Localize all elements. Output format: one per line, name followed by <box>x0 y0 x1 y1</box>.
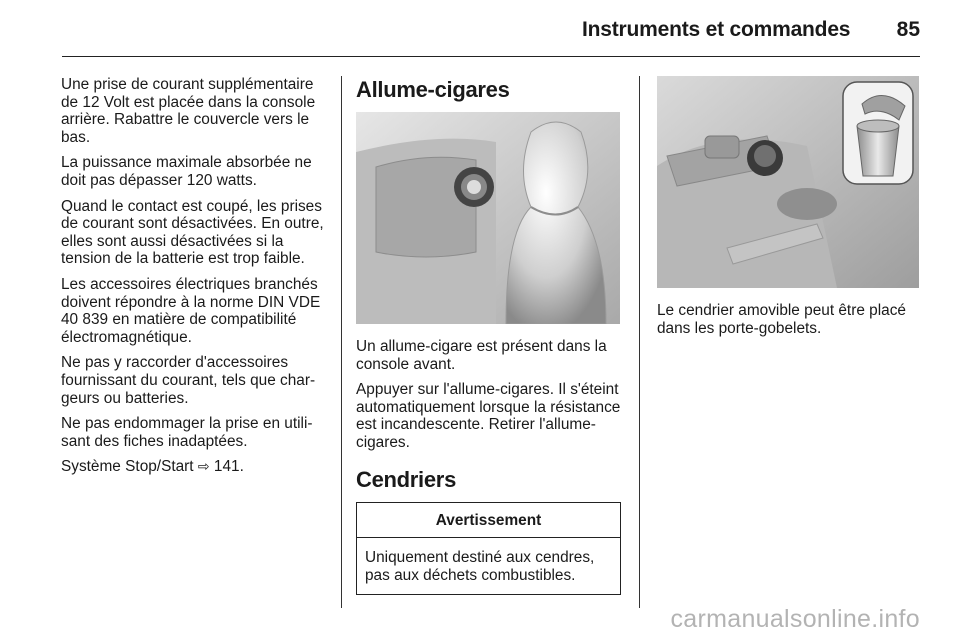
page-header <box>62 18 920 58</box>
cross-reference[interactable] <box>61 458 325 476</box>
heading-ashtrays: Cendriers <box>356 466 457 492</box>
page-number: 85 <box>896 18 920 41</box>
ref-page: 141. <box>213 458 244 476</box>
ashtray-illustration <box>657 76 919 288</box>
section-title: Instruments et commandes <box>582 18 851 41</box>
column-right <box>657 76 919 345</box>
paragraph: Une prise de courant supplémentaire de 12 Volt est placée dans la console arrière. Rabattre le couvercle vers le bas. <box>61 76 316 146</box>
paragraph: Ne pas endommager la prise en utilisant des fiches inadaptées. <box>61 415 313 450</box>
paragraph: Les accessoires électriques branchés doivent répondre à la norme DIN VDE 40 839 en matière de compatibilité électromagnétique. <box>61 275 321 346</box>
column-left <box>61 76 325 484</box>
paragraph: Ne pas y raccorder d'accessoires fournissant du courant, tels que chargeurs ou batteries. <box>61 354 316 407</box>
cigarette-lighter-illustration <box>356 112 620 324</box>
arrow-ref-icon: ⇨ <box>197 458 210 475</box>
column-middle <box>356 76 622 595</box>
paragraph: La puissance maximale absorbée ne doit pas dépasser 120 watts. <box>61 154 312 189</box>
warning-title: Avertissement <box>357 503 620 539</box>
column-divider-2 <box>639 76 640 608</box>
column-divider-1 <box>341 76 342 608</box>
paragraph: Le cendrier amovible peut être placé dans les porte-gobelets. <box>657 302 906 337</box>
watermark: carmanualsonline.info <box>670 605 920 633</box>
heading-cigarette-lighter: Allume-cigares <box>356 77 510 102</box>
warning-body: Uniquement destiné aux cendres, pas aux déchets combustibles. <box>365 549 595 584</box>
paragraph: Quand le contact est coupé, les prises de courant sont désactivées. En outre, elles sont aussi désactivées si la tension de la batterie est trop faible. <box>61 197 324 268</box>
header-rule <box>62 56 920 57</box>
warning-box <box>356 502 621 596</box>
paragraph: Un allume-cigare est présent dans la console avant. <box>356 338 607 373</box>
paragraph: Appuyer sur l'allume-cigares. Il s'éteint automatiquement lorsque la résistance est incandescente. Retirer l'allume-cigares. <box>356 381 621 451</box>
ref-text: Système Stop/Start <box>61 458 194 476</box>
